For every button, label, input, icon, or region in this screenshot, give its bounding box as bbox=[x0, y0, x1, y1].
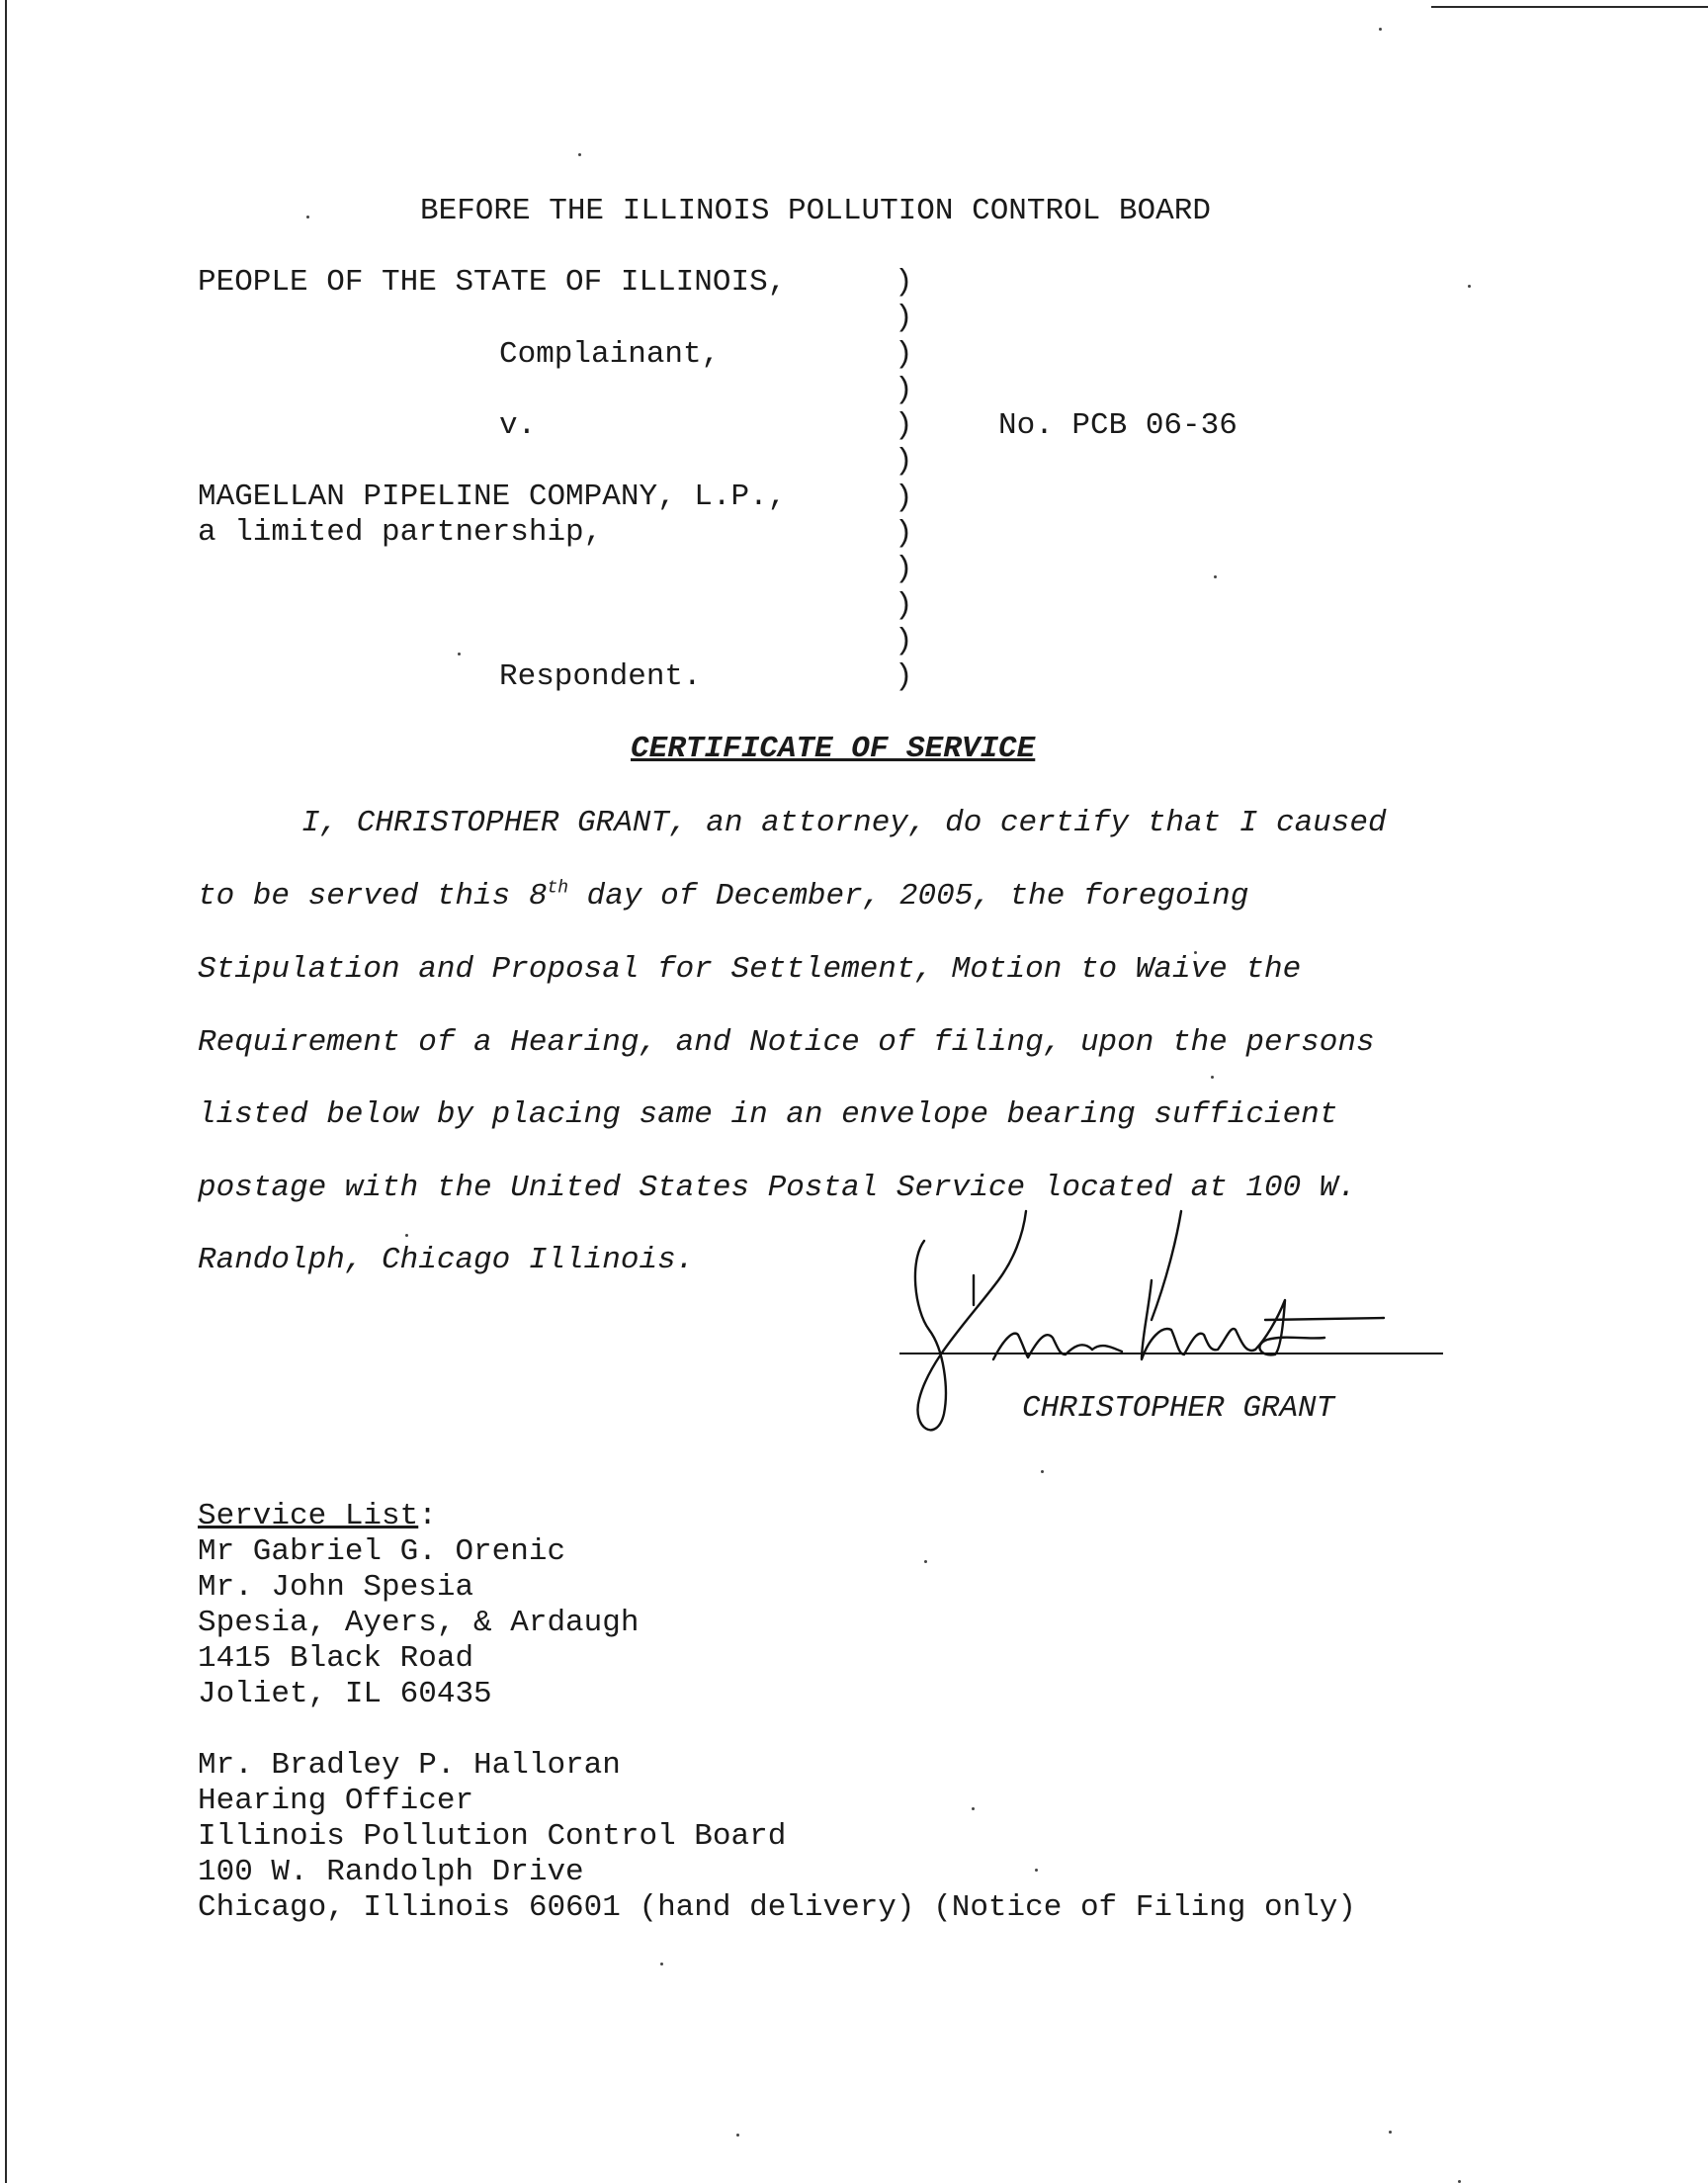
caption-paren: ) bbox=[895, 301, 913, 336]
caption-paren: ) bbox=[895, 587, 913, 623]
scan-speck bbox=[972, 1807, 975, 1810]
service-recipient-line: 1415 Black Road bbox=[198, 1641, 474, 1676]
certificate-line: Requirement of a Hearing, and Notice of filing, upon the persons bbox=[198, 1025, 1375, 1060]
service-recipient-line: Mr Gabriel G. Orenic bbox=[198, 1534, 566, 1569]
scan-speck bbox=[924, 1560, 927, 1563]
caption-paren: ) bbox=[895, 444, 913, 480]
service-recipient-line: Spesia, Ayers, & Ardaugh bbox=[198, 1606, 640, 1640]
scan-speck bbox=[458, 653, 461, 655]
service-recipient-line: Joliet, IL 60435 bbox=[198, 1677, 492, 1711]
caption-parentheses bbox=[895, 265, 914, 696]
ordinal-suffix: th bbox=[547, 878, 569, 899]
service-list-colon: : bbox=[418, 1499, 437, 1533]
signature-line bbox=[899, 1353, 1443, 1354]
caption-paren: ) bbox=[895, 372, 913, 407]
service-recipient-line: Chicago, Illinois 60601 (hand delivery) (Notice of Filing only) bbox=[198, 1890, 1356, 1925]
certificate-line bbox=[198, 879, 1248, 915]
certificate-line: I, CHRISTOPHER GRANT, an attorney, do certify that I caused bbox=[301, 806, 1387, 840]
scan-speck bbox=[1041, 1470, 1044, 1473]
certificate-line: listed below by placing same in an envelope bearing sufficient bbox=[198, 1097, 1338, 1132]
scan-edge-top bbox=[1431, 6, 1708, 8]
caption-paren: ) bbox=[895, 265, 913, 300]
scan-speck bbox=[405, 1234, 408, 1237]
caption-paren: ) bbox=[895, 552, 913, 587]
caption-paren: ) bbox=[895, 623, 913, 658]
service-list-heading bbox=[198, 1499, 437, 1534]
caption-paren: ) bbox=[895, 659, 913, 695]
caption-paren: ) bbox=[895, 408, 913, 444]
certificate-line: Randolph, Chicago Illinois. bbox=[198, 1243, 695, 1277]
caption-paren: ) bbox=[895, 480, 913, 515]
scan-speck bbox=[660, 1963, 663, 1965]
respondent-description: a limited partnership, bbox=[198, 515, 603, 550]
certificate-line-end: day of December, 2005, the foregoing bbox=[568, 879, 1249, 914]
scan-edge-left bbox=[5, 0, 7, 2183]
service-recipient-line: Mr. Bradley P. Halloran bbox=[198, 1748, 621, 1783]
complainant-role: Complainant, bbox=[499, 337, 721, 372]
certificate-line: Stipulation and Proposal for Settlement, Motion to Waive the bbox=[198, 952, 1302, 987]
scan-speck bbox=[1468, 285, 1471, 288]
certificate-line-start: to be served this 8 bbox=[198, 879, 548, 914]
board-heading: BEFORE THE ILLINOIS POLLUTION CONTROL BOARD bbox=[420, 194, 1211, 228]
scan-speck bbox=[736, 2134, 739, 2137]
service-list-label: Service List bbox=[198, 1499, 419, 1533]
certificate-line: postage with the United States Postal Service located at 100 W. bbox=[198, 1171, 1356, 1205]
service-recipient-line: Illinois Pollution Control Board bbox=[198, 1819, 787, 1854]
scan-speck bbox=[1389, 2131, 1392, 2134]
scan-speck bbox=[1379, 28, 1382, 31]
scan-speck bbox=[578, 153, 581, 156]
case-number: No. PCB 06-36 bbox=[998, 408, 1238, 443]
respondent-role: Respondent. bbox=[499, 659, 702, 694]
certificate-title: CERTIFICATE OF SERVICE bbox=[631, 732, 1036, 766]
service-recipient-line: 100 W. Randolph Drive bbox=[198, 1855, 584, 1889]
caption-paren: ) bbox=[895, 516, 913, 552]
scan-speck bbox=[1035, 1869, 1038, 1872]
scan-speck bbox=[306, 216, 309, 218]
complainant-name: PEOPLE OF THE STATE OF ILLINOIS, bbox=[198, 265, 787, 300]
versus-label: v. bbox=[499, 408, 537, 443]
service-recipient-line: Hearing Officer bbox=[198, 1784, 474, 1818]
signatory-name: CHRISTOPHER GRANT bbox=[1022, 1391, 1335, 1426]
scan-speck bbox=[1214, 575, 1217, 578]
service-recipient-line: Mr. John Spesia bbox=[198, 1570, 474, 1605]
respondent-name: MAGELLAN PIPELINE COMPANY, L.P., bbox=[198, 480, 787, 514]
caption-paren: ) bbox=[895, 336, 913, 372]
scan-speck bbox=[1211, 1076, 1214, 1079]
